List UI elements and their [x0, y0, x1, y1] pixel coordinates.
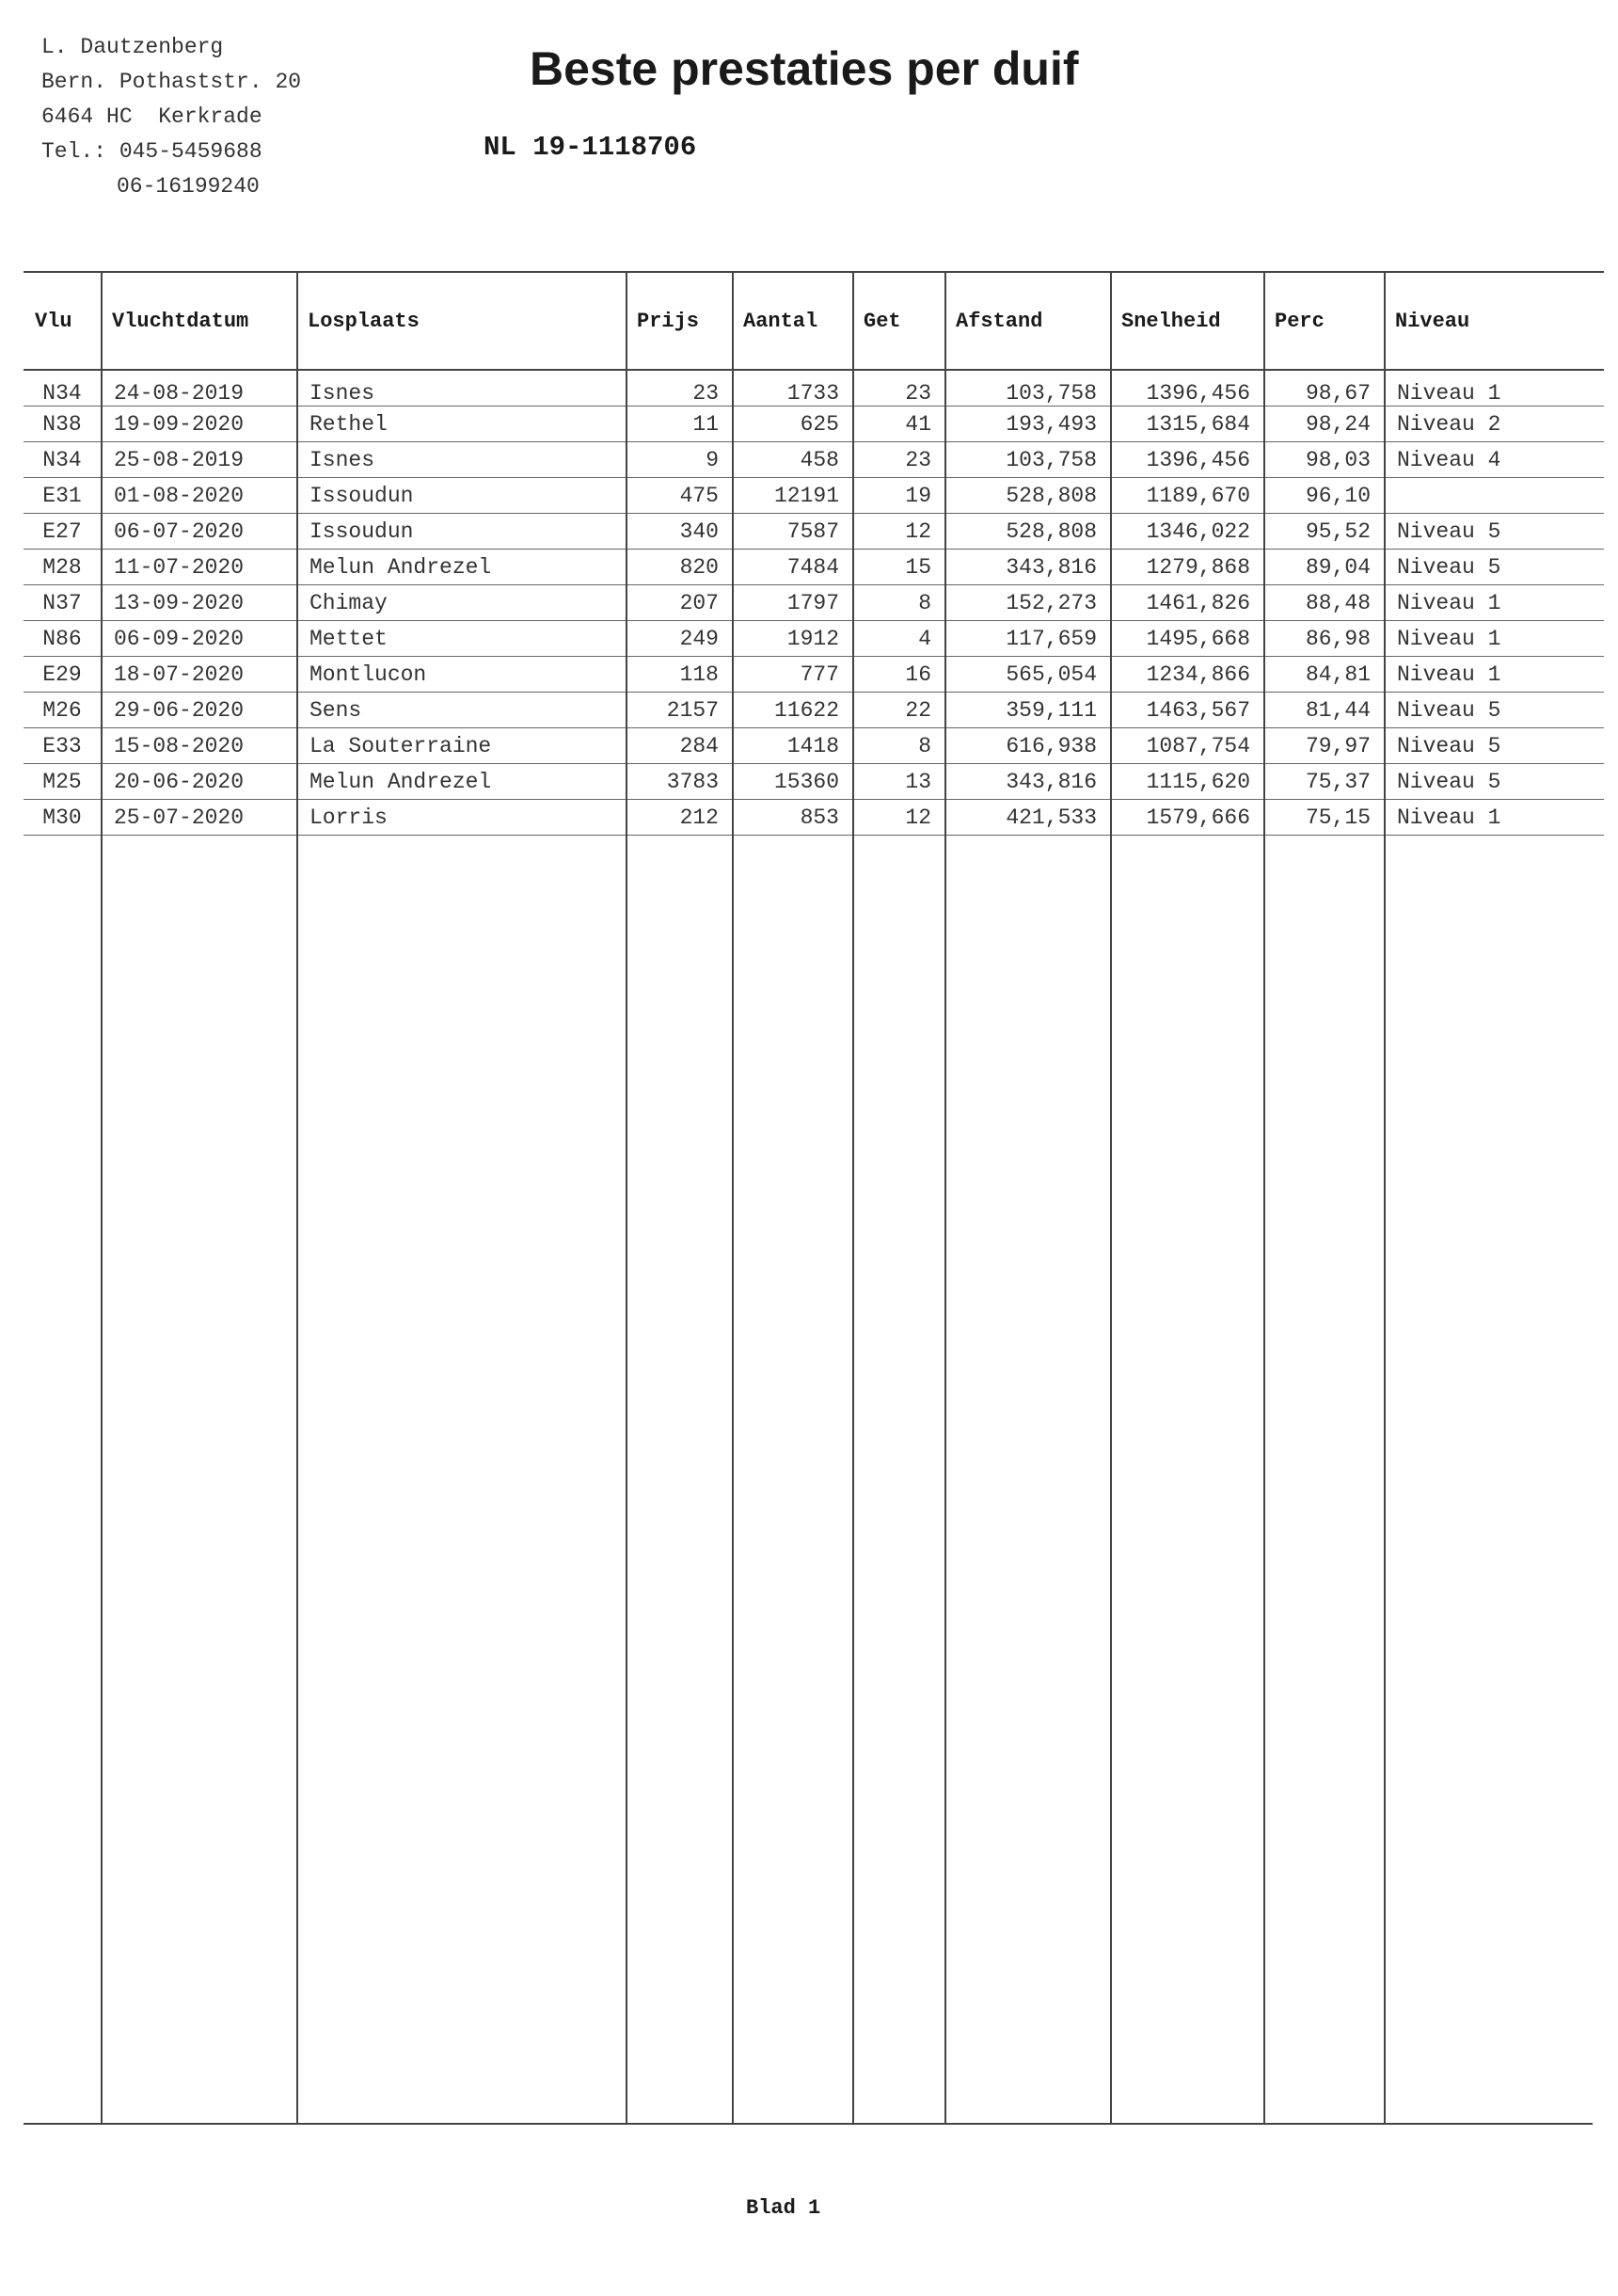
cell-perc: 75,37	[1263, 764, 1384, 800]
page-number: Blad 1	[746, 2196, 821, 2220]
cell-vluchtdatum: 20-06-2020	[101, 764, 296, 800]
cell-aantal: 7587	[732, 514, 852, 550]
table-bottom-rule	[24, 2123, 1593, 2125]
cell-afstand: 359,111	[944, 693, 1110, 728]
cell-niveau: Niveau 1	[1384, 585, 1604, 621]
col-header-prijs: Prijs	[637, 309, 700, 333]
page-title: Beste prestaties per duif	[530, 42, 1079, 95]
cell-snelheid: 1234,866	[1110, 657, 1263, 693]
ring-number: NL 19-1118706	[484, 132, 697, 163]
cell-perc: 81,44	[1263, 693, 1384, 728]
column-divider	[852, 271, 854, 2123]
cell-perc: 96,10	[1263, 478, 1384, 514]
col-header-vluchtdatum: Vluchtdatum	[112, 309, 249, 333]
col-header-snelheid: Snelheid	[1121, 309, 1221, 333]
cell-get: 23	[852, 371, 944, 407]
cell-aantal: 1797	[732, 585, 852, 621]
cell-afstand: 117,659	[944, 621, 1110, 657]
col-header-losplaats: Losplaats	[308, 309, 420, 333]
cell-prijs: 3783	[626, 764, 732, 800]
cell-perc: 98,03	[1263, 442, 1384, 478]
cell-get: 4	[852, 621, 944, 657]
cell-aantal: 853	[732, 800, 852, 836]
cell-niveau: Niveau 1	[1384, 657, 1604, 693]
cell-snelheid: 1495,668	[1110, 621, 1263, 657]
cell-aantal: 625	[732, 407, 852, 442]
cell-afstand: 528,808	[944, 514, 1110, 550]
cell-vlu: M30	[24, 800, 101, 836]
column-divider	[101, 271, 103, 2123]
table-row	[24, 585, 1604, 621]
table-row	[24, 728, 1604, 764]
cell-losplaats: Issoudun	[296, 514, 626, 550]
col-header-afstand: Afstand	[956, 309, 1043, 333]
cell-niveau: Niveau 5	[1384, 693, 1604, 728]
cell-losplaats: Melun Andrezel	[296, 764, 626, 800]
cell-aantal: 1418	[732, 728, 852, 764]
cell-snelheid: 1189,670	[1110, 478, 1263, 514]
cell-get: 15	[852, 550, 944, 585]
cell-prijs: 284	[626, 728, 732, 764]
cell-niveau: Niveau 5	[1384, 550, 1604, 585]
cell-afstand: 193,493	[944, 407, 1110, 442]
cell-niveau: Niveau 1	[1384, 621, 1604, 657]
address-city: 6464 HC Kerkrade	[41, 104, 262, 129]
cell-get: 19	[852, 478, 944, 514]
cell-vlu: N38	[24, 407, 101, 442]
cell-afstand: 343,816	[944, 764, 1110, 800]
cell-vluchtdatum: 25-07-2020	[101, 800, 296, 836]
cell-perc: 98,24	[1263, 407, 1384, 442]
cell-prijs: 820	[626, 550, 732, 585]
cell-perc: 95,52	[1263, 514, 1384, 550]
cell-aantal: 12191	[732, 478, 852, 514]
cell-prijs: 11	[626, 407, 732, 442]
cell-aantal: 7484	[732, 550, 852, 585]
cell-vlu: N34	[24, 371, 101, 407]
cell-vluchtdatum: 24-08-2019	[101, 371, 296, 407]
cell-prijs: 9	[626, 442, 732, 478]
address-mobile: 06-16199240	[117, 174, 260, 199]
cell-vlu: M25	[24, 764, 101, 800]
column-divider	[1384, 271, 1386, 2123]
cell-vlu: E27	[24, 514, 101, 550]
cell-losplaats: Lorris	[296, 800, 626, 836]
cell-losplaats: Melun Andrezel	[296, 550, 626, 585]
col-header-vlu: Vlu	[35, 309, 72, 333]
cell-snelheid: 1463,567	[1110, 693, 1263, 728]
results-table-body	[24, 371, 1604, 836]
cell-losplaats: Sens	[296, 693, 626, 728]
cell-afstand: 565,054	[944, 657, 1110, 693]
column-divider	[732, 271, 734, 2123]
cell-niveau: Niveau 5	[1384, 764, 1604, 800]
cell-snelheid: 1346,022	[1110, 514, 1263, 550]
results-table-frame	[24, 271, 1604, 2125]
cell-get: 22	[852, 693, 944, 728]
cell-losplaats: Isnes	[296, 442, 626, 478]
cell-prijs: 2157	[626, 693, 732, 728]
cell-snelheid: 1279,868	[1110, 550, 1263, 585]
address-name: L. Dautzenberg	[41, 35, 224, 59]
cell-prijs: 475	[626, 478, 732, 514]
cell-losplaats: Chimay	[296, 585, 626, 621]
column-divider	[1110, 271, 1112, 2123]
cell-afstand: 103,758	[944, 371, 1110, 407]
cell-niveau: Niveau 4	[1384, 442, 1604, 478]
table-row	[24, 442, 1604, 478]
cell-vlu: N37	[24, 585, 101, 621]
table-header-rule	[24, 369, 1604, 371]
cell-losplaats: Mettet	[296, 621, 626, 657]
cell-aantal: 777	[732, 657, 852, 693]
cell-get: 13	[852, 764, 944, 800]
table-row	[24, 800, 1604, 836]
cell-afstand: 343,816	[944, 550, 1110, 585]
cell-vluchtdatum: 13-09-2020	[101, 585, 296, 621]
cell-perc: 75,15	[1263, 800, 1384, 836]
cell-afstand: 152,273	[944, 585, 1110, 621]
table-header-row	[24, 271, 1604, 371]
cell-perc: 79,97	[1263, 728, 1384, 764]
cell-niveau: Niveau 1	[1384, 371, 1604, 407]
cell-losplaats: Isnes	[296, 371, 626, 407]
sender-address	[41, 30, 301, 204]
cell-vluchtdatum: 01-08-2020	[101, 478, 296, 514]
cell-prijs: 118	[626, 657, 732, 693]
column-divider	[944, 271, 946, 2123]
cell-snelheid: 1579,666	[1110, 800, 1263, 836]
cell-losplaats: La Souterraine	[296, 728, 626, 764]
cell-vluchtdatum: 11-07-2020	[101, 550, 296, 585]
cell-get: 23	[852, 442, 944, 478]
cell-niveau: Niveau 1	[1384, 800, 1604, 836]
cell-prijs: 23	[626, 371, 732, 407]
cell-aantal: 1912	[732, 621, 852, 657]
table-row	[24, 764, 1604, 800]
cell-get: 12	[852, 514, 944, 550]
cell-prijs: 340	[626, 514, 732, 550]
cell-vluchtdatum: 15-08-2020	[101, 728, 296, 764]
column-divider	[1263, 271, 1265, 2123]
cell-vlu: E31	[24, 478, 101, 514]
col-header-get: Get	[864, 309, 901, 333]
col-header-niveau: Niveau	[1395, 309, 1470, 333]
cell-vluchtdatum: 18-07-2020	[101, 657, 296, 693]
cell-get: 12	[852, 800, 944, 836]
cell-aantal: 458	[732, 442, 852, 478]
cell-niveau: Niveau 5	[1384, 728, 1604, 764]
cell-vluchtdatum: 06-09-2020	[101, 621, 296, 657]
table-row	[24, 371, 1604, 407]
column-divider	[626, 271, 627, 2123]
cell-snelheid: 1087,754	[1110, 728, 1263, 764]
cell-snelheid: 1396,456	[1110, 442, 1263, 478]
cell-get: 8	[852, 585, 944, 621]
col-header-perc: Perc	[1275, 309, 1325, 333]
cell-snelheid: 1115,620	[1110, 764, 1263, 800]
table-row	[24, 621, 1604, 657]
table-row	[24, 657, 1604, 693]
cell-vlu: N86	[24, 621, 101, 657]
table-row	[24, 407, 1604, 442]
cell-vluchtdatum: 29-06-2020	[101, 693, 296, 728]
cell-aantal: 11622	[732, 693, 852, 728]
address-phone: Tel.: 045-5459688	[41, 139, 262, 164]
cell-vluchtdatum: 06-07-2020	[101, 514, 296, 550]
cell-prijs: 212	[626, 800, 732, 836]
table-row	[24, 693, 1604, 728]
cell-get: 16	[852, 657, 944, 693]
cell-afstand: 616,938	[944, 728, 1110, 764]
cell-niveau: Niveau 2	[1384, 407, 1604, 442]
cell-vlu: E33	[24, 728, 101, 764]
col-header-aantal: Aantal	[743, 309, 818, 333]
cell-perc: 98,67	[1263, 371, 1384, 407]
cell-aantal: 15360	[732, 764, 852, 800]
cell-get: 8	[852, 728, 944, 764]
column-divider	[296, 271, 298, 2123]
cell-vlu: E29	[24, 657, 101, 693]
table-row	[24, 478, 1604, 514]
cell-vlu: M28	[24, 550, 101, 585]
cell-snelheid: 1461,826	[1110, 585, 1263, 621]
cell-niveau: Niveau 5	[1384, 514, 1604, 550]
results-table	[24, 271, 1604, 836]
cell-snelheid: 1315,684	[1110, 407, 1263, 442]
cell-perc: 84,81	[1263, 657, 1384, 693]
cell-niveau	[1384, 478, 1604, 514]
table-row	[24, 550, 1604, 585]
cell-perc: 88,48	[1263, 585, 1384, 621]
cell-prijs: 207	[626, 585, 732, 621]
cell-get: 41	[852, 407, 944, 442]
cell-afstand: 103,758	[944, 442, 1110, 478]
cell-snelheid: 1396,456	[1110, 371, 1263, 407]
cell-afstand: 421,533	[944, 800, 1110, 836]
cell-vluchtdatum: 19-09-2020	[101, 407, 296, 442]
cell-afstand: 528,808	[944, 478, 1110, 514]
cell-prijs: 249	[626, 621, 732, 657]
address-street: Bern. Pothaststr. 20	[41, 70, 302, 94]
table-top-rule	[24, 271, 1604, 273]
cell-vlu: N34	[24, 442, 101, 478]
cell-vlu: M26	[24, 693, 101, 728]
cell-losplaats: Issoudun	[296, 478, 626, 514]
cell-vluchtdatum: 25-08-2019	[101, 442, 296, 478]
cell-losplaats: Montlucon	[296, 657, 626, 693]
cell-losplaats: Rethel	[296, 407, 626, 442]
cell-perc: 86,98	[1263, 621, 1384, 657]
table-row	[24, 514, 1604, 550]
cell-perc: 89,04	[1263, 550, 1384, 585]
cell-aantal: 1733	[732, 371, 852, 407]
